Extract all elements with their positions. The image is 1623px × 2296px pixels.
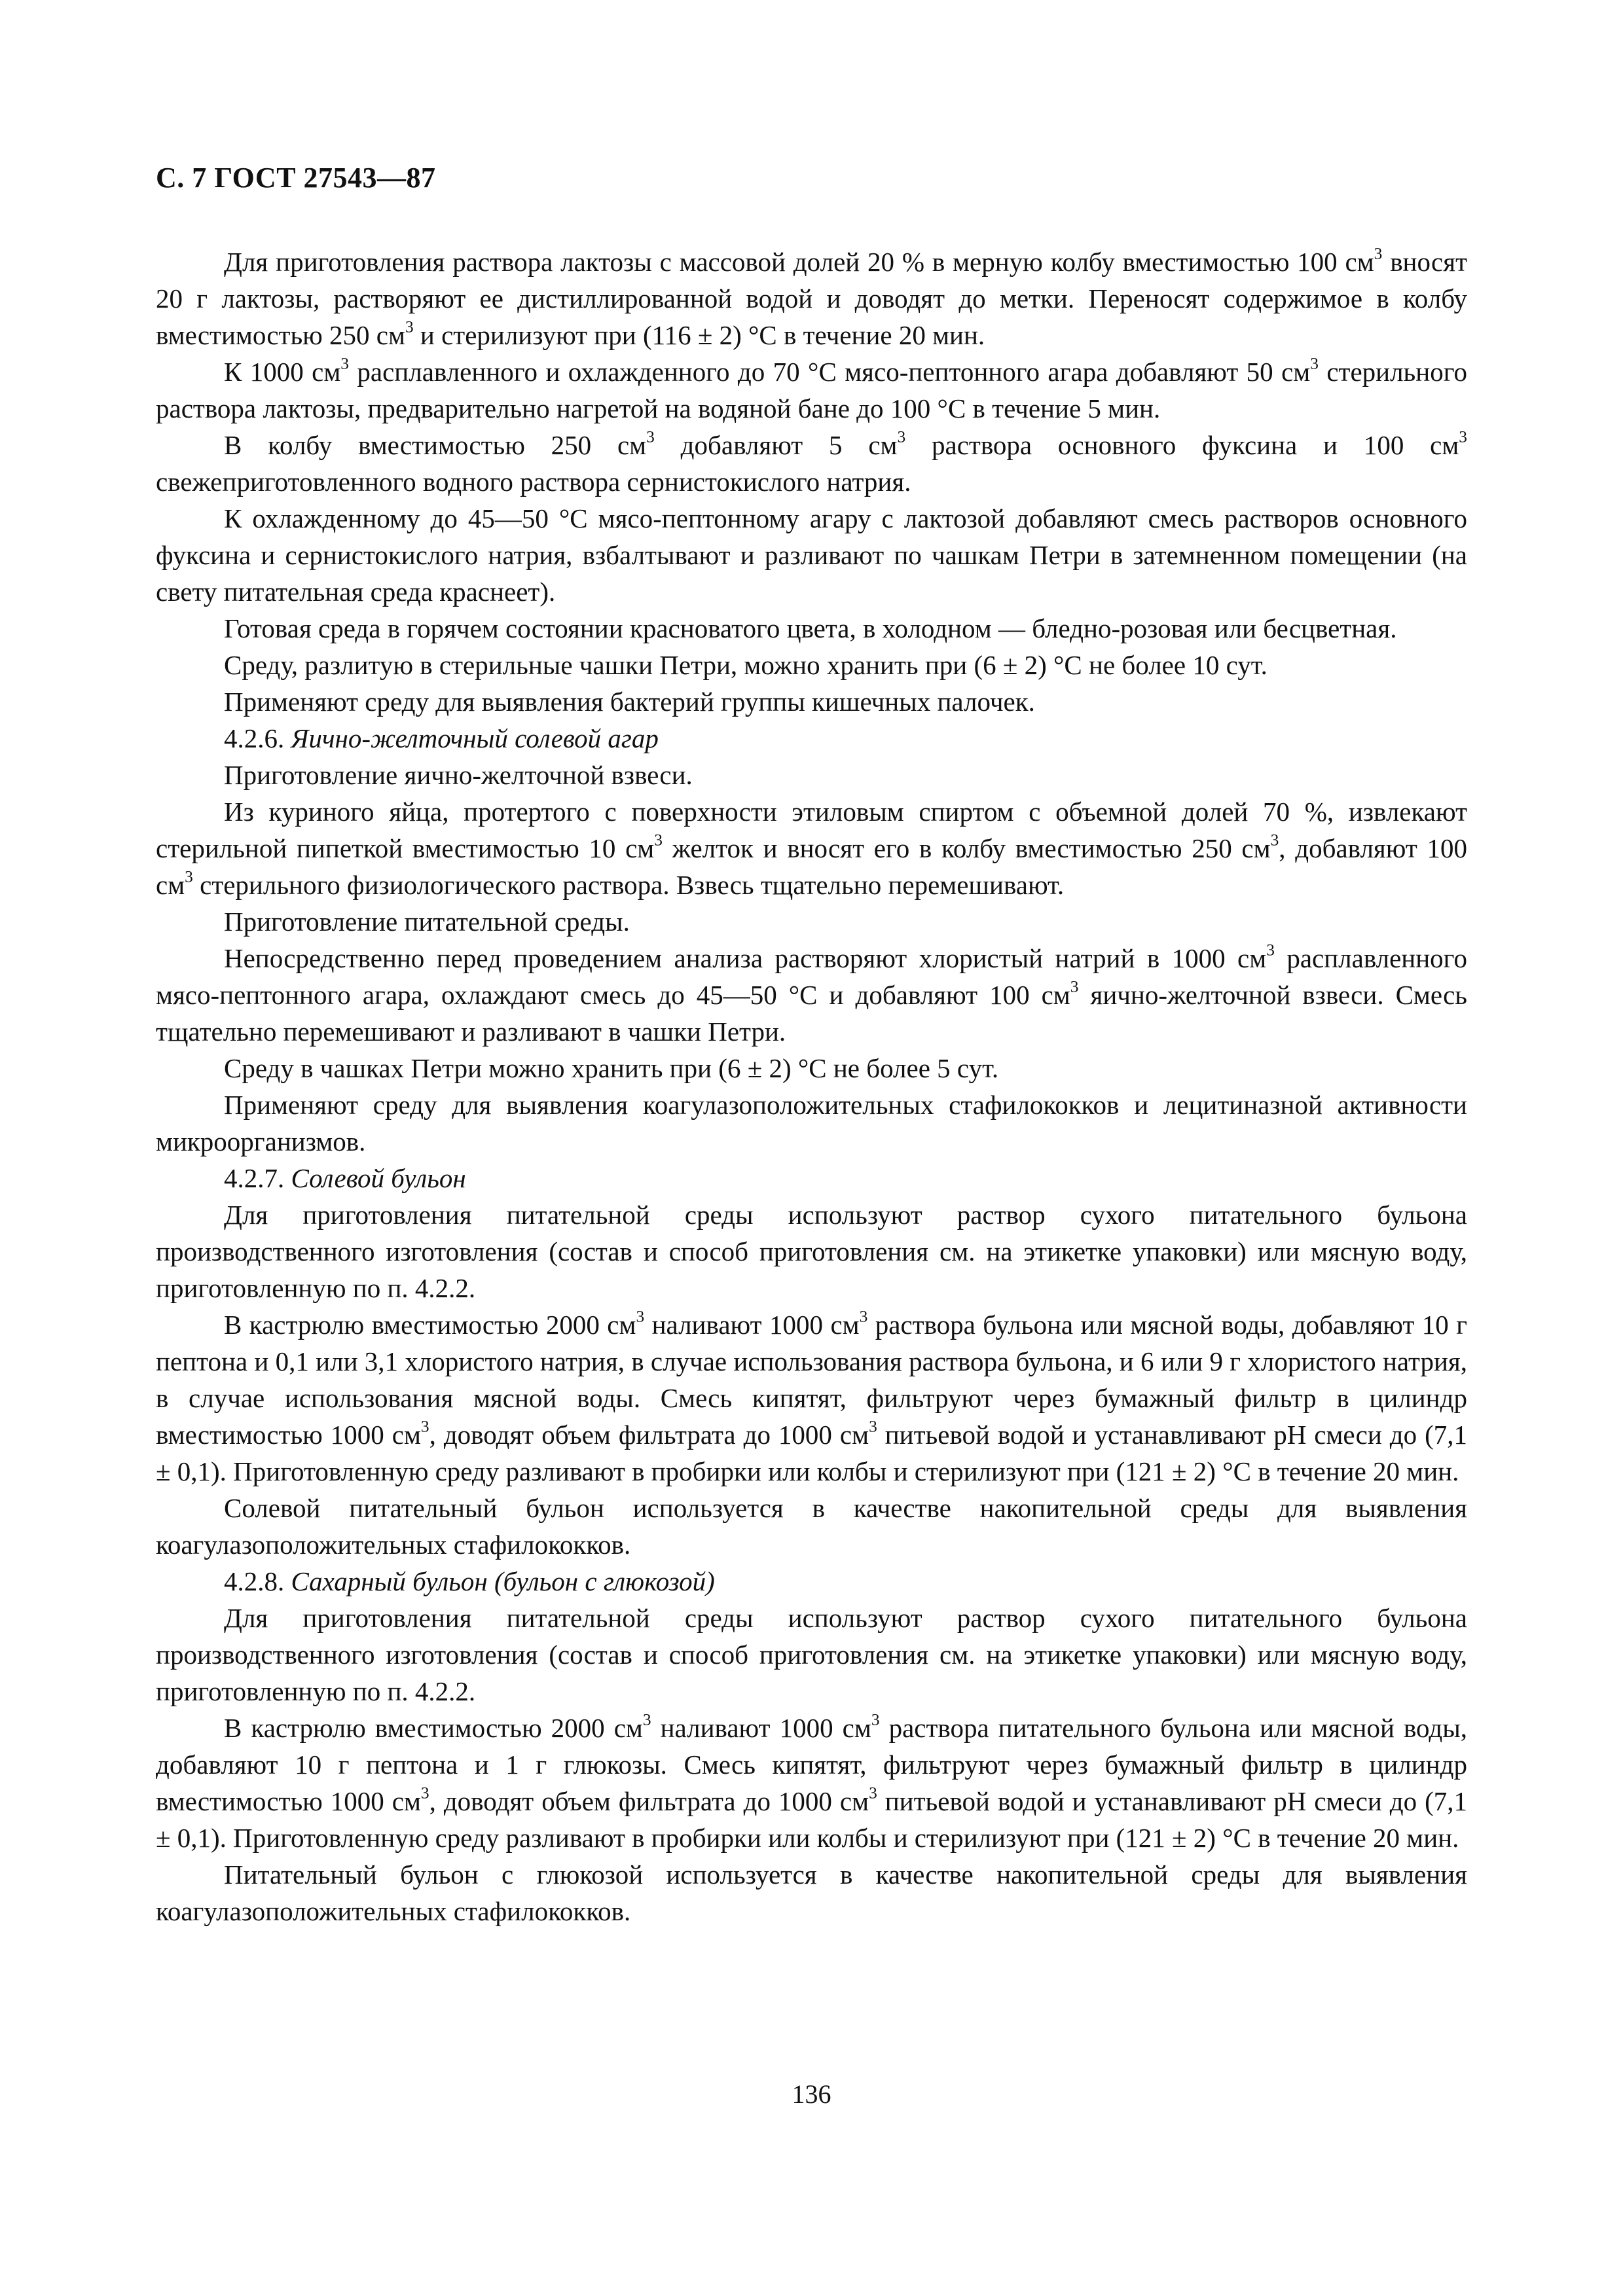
- page-header: С. 7 ГОСТ 27543—87: [156, 162, 436, 194]
- text-run: Для приготовления раствора лактозы с массовой долей 20 % в мерную колбу вместимостью 100 см: [224, 247, 1374, 277]
- text-run: , добавляют 100 см: [156, 833, 1467, 900]
- text-run: Среду в чашках Петри можно хранить при (6 ± 2) °С не более 5 сут.: [224, 1053, 999, 1083]
- superscript: 3: [1459, 427, 1467, 446]
- body-text: [156, 243, 1467, 1929]
- paragraph: [156, 1856, 1467, 1929]
- superscript: 3: [654, 831, 663, 850]
- superscript: 3: [869, 1417, 877, 1436]
- superscript: 3: [1374, 244, 1383, 263]
- superscript: 3: [1270, 831, 1279, 850]
- superscript: 3: [642, 1710, 651, 1729]
- text-run: расплавленного мясо-пептонного агара, охлаждают смесь до 45—50 °С и добавляют 100 см: [156, 943, 1467, 1010]
- text-run: К 1000 см: [224, 357, 341, 387]
- text-run: наливают 1000 см: [644, 1310, 860, 1340]
- superscript: 3: [420, 1784, 429, 1803]
- superscript: 3: [636, 1307, 645, 1326]
- superscript: 3: [859, 1307, 868, 1326]
- text-run: свежеприготовленного водного раствора сернистокислого натрия.: [156, 467, 911, 497]
- text-run: В кастрюлю вместимостью 2000 см: [224, 1310, 636, 1340]
- text-run: раствора основного фуксина и 100 см: [905, 430, 1459, 460]
- paragraph: [156, 1710, 1467, 1856]
- text-run: стерильного физиологического раствора. Взвесь тщательно перемешивают.: [192, 870, 1065, 900]
- paragraph: [156, 1306, 1467, 1490]
- text-run: Применяют среду для выявления бактерий группы кишечных палочек.: [224, 687, 1035, 717]
- paragraph: [156, 793, 1467, 903]
- paragraph: [156, 427, 1467, 500]
- paragraph: [156, 1086, 1467, 1160]
- paragraph: [156, 940, 1467, 1050]
- paragraph: [156, 353, 1467, 427]
- superscript: 3: [871, 1710, 880, 1729]
- text-run: В колбу вместимостью 250 см: [224, 430, 647, 460]
- section-title: Сахарный бульон (бульон с глюкозой): [291, 1566, 715, 1596]
- superscript: 3: [646, 427, 655, 446]
- text-run: питьевой водой и устанавливают pH смеси до (7,1 ± 0,1). Приготовленную среду разливают в пробирки или колбы и стерилизуют при (121 ± 2) °С в течение 20 мин.: [156, 1420, 1467, 1486]
- text-run: желток и вносят его в колбу вместимостью 250 см: [662, 833, 1271, 863]
- superscript: 3: [897, 427, 906, 446]
- text-run: , доводят объем фильтрата до 1000 см: [429, 1420, 869, 1450]
- superscript: 3: [185, 867, 193, 886]
- section-title: Солевой бульон: [291, 1163, 466, 1193]
- text-run: Питательный бульон с глюкозой используется в качестве накопительной среды для выявления коагулазоположительных стафилококков.: [156, 1859, 1467, 1926]
- superscript: 3: [420, 1417, 429, 1436]
- text-run: Непосредственно перед проведением анализа растворяют хлористый натрий в 1000 см: [224, 943, 1267, 973]
- text-run: Готовая среда в горячем состоянии красноватого цвета, в холодном — бледно-розовая или бесцветная.: [224, 613, 1397, 643]
- section-heading: [156, 720, 1467, 757]
- paragraph: [156, 903, 1467, 940]
- superscript: 3: [1266, 941, 1275, 960]
- text-run: стерильного раствора лактозы, предварительно нагретой на водяной бане до 100 °С в течение 5 мин.: [156, 357, 1467, 423]
- text-run: яично-желточной взвеси. Смесь тщательно перемешивают и разливают в чашки Петри.: [156, 980, 1467, 1047]
- paragraph: [156, 500, 1467, 610]
- text-run: раствора бульона или мясной воды, добавляют 10 г пептона и 0,1 или 3,1 хлористого натрия, в случае использования раствора бульона, и 6 или 9 г хлористого натрия, в случае использования мясной воды. Смесь кипятят, фильтруют через бумажный фильтр в цилиндр вместимостью 1000 см: [156, 1310, 1468, 1450]
- text-run: Приготовление яично-желточной взвеси.: [224, 760, 693, 790]
- page-number: 136: [792, 2079, 831, 2109]
- text-run: наливают 1000 см: [651, 1713, 871, 1743]
- text-run: Из куриного яйца, протертого с поверхности этиловым спиртом с объемной долей 70 %, извлекают стерильной пипеткой вместимостью 10 см: [156, 797, 1467, 863]
- paragraph: [156, 647, 1467, 683]
- text-run: расплавленного и охлажденного до 70 °С мясо-пептонного агара добавляют 50 см: [349, 357, 1311, 387]
- section-title: Яично-желточный солевой агар: [291, 723, 659, 753]
- text-run: добавляют 5 см: [654, 430, 898, 460]
- text-run: и стерилизуют при (116 ± 2) °С в течение 20 мин.: [413, 320, 985, 350]
- superscript: 3: [340, 354, 349, 373]
- text-run: Для приготовления питательной среды используют раствор сухого питательного бульона производственного изготовления (состав и способ приготовления см. на этикетке упаковки) или мясную воду, приготовленную по п. 4.2.2.: [156, 1603, 1467, 1706]
- text-run: Применяют среду для выявления коагулазоположительных стафилококков и лецитиназной активности микроорганизмов.: [156, 1090, 1467, 1157]
- section-number: 4.2.8.: [224, 1566, 285, 1596]
- text-run: Для приготовления питательной среды используют раствор сухого питательного бульона производственного изготовления (состав и способ приготовления см. на этикетке упаковки) или мясную воду, приготовленную по п. 4.2.2.: [156, 1200, 1467, 1303]
- paragraph: [156, 1600, 1467, 1710]
- paragraph: [156, 757, 1467, 793]
- text-run: питьевой водой и устанавливают pH смеси до (7,1 ± 0,1). Приготовленную среду разливают в пробирки или колбы и стерилизуют при (121 ± 2) °С в течение 20 мин.: [156, 1786, 1467, 1853]
- text-run: Приготовление питательной среды.: [224, 906, 630, 937]
- text-run: В кастрюлю вместимостью 2000 см: [224, 1713, 643, 1743]
- text-run: , доводят объем фильтрата до 1000 см: [429, 1786, 869, 1816]
- superscript: 3: [405, 317, 414, 336]
- paragraph: [156, 683, 1467, 720]
- superscript: 3: [869, 1784, 877, 1803]
- paragraph: [156, 1050, 1467, 1086]
- text-run: Среду, разлитую в стерильные чашки Петри, можно хранить при (6 ± 2) °С не более 10 сут.: [224, 650, 1267, 680]
- section-heading: [156, 1563, 1467, 1600]
- paragraph: [156, 1490, 1467, 1563]
- text-run: раствора питательного бульона или мясной воды, добавляют 10 г пептона и 1 г глюкозы. Смесь кипятят, фильтруют через бумажный фильтр в цилиндр вместимостью 1000 см: [156, 1713, 1467, 1816]
- paragraph: [156, 610, 1467, 647]
- section-number: 4.2.7.: [224, 1163, 285, 1193]
- section-heading: [156, 1160, 1467, 1196]
- paragraph: [156, 243, 1467, 353]
- superscript: 3: [1070, 977, 1079, 996]
- paragraph: [156, 1196, 1467, 1306]
- section-number: 4.2.6.: [224, 723, 285, 753]
- text-run: К охлажденному до 45—50 °С мясо-пептонному агару с лактозой добавляют смесь растворов основного фуксина и сернистокислого натрия, взбалтывают и разливают по чашкам Петри в затемненном помещении (на свету питательная среда краснеет).: [156, 503, 1467, 607]
- superscript: 3: [1310, 354, 1319, 373]
- text-run: вносят 20 г лактозы, растворяют ее дистиллированной водой и доводят до метки. Переносят содержимое в колбу вместимостью 250 см: [156, 247, 1467, 350]
- text-run: Солевой питательный бульон используется в качестве накопительной среды для выявления коагулазоположительных стафилококков.: [156, 1493, 1467, 1560]
